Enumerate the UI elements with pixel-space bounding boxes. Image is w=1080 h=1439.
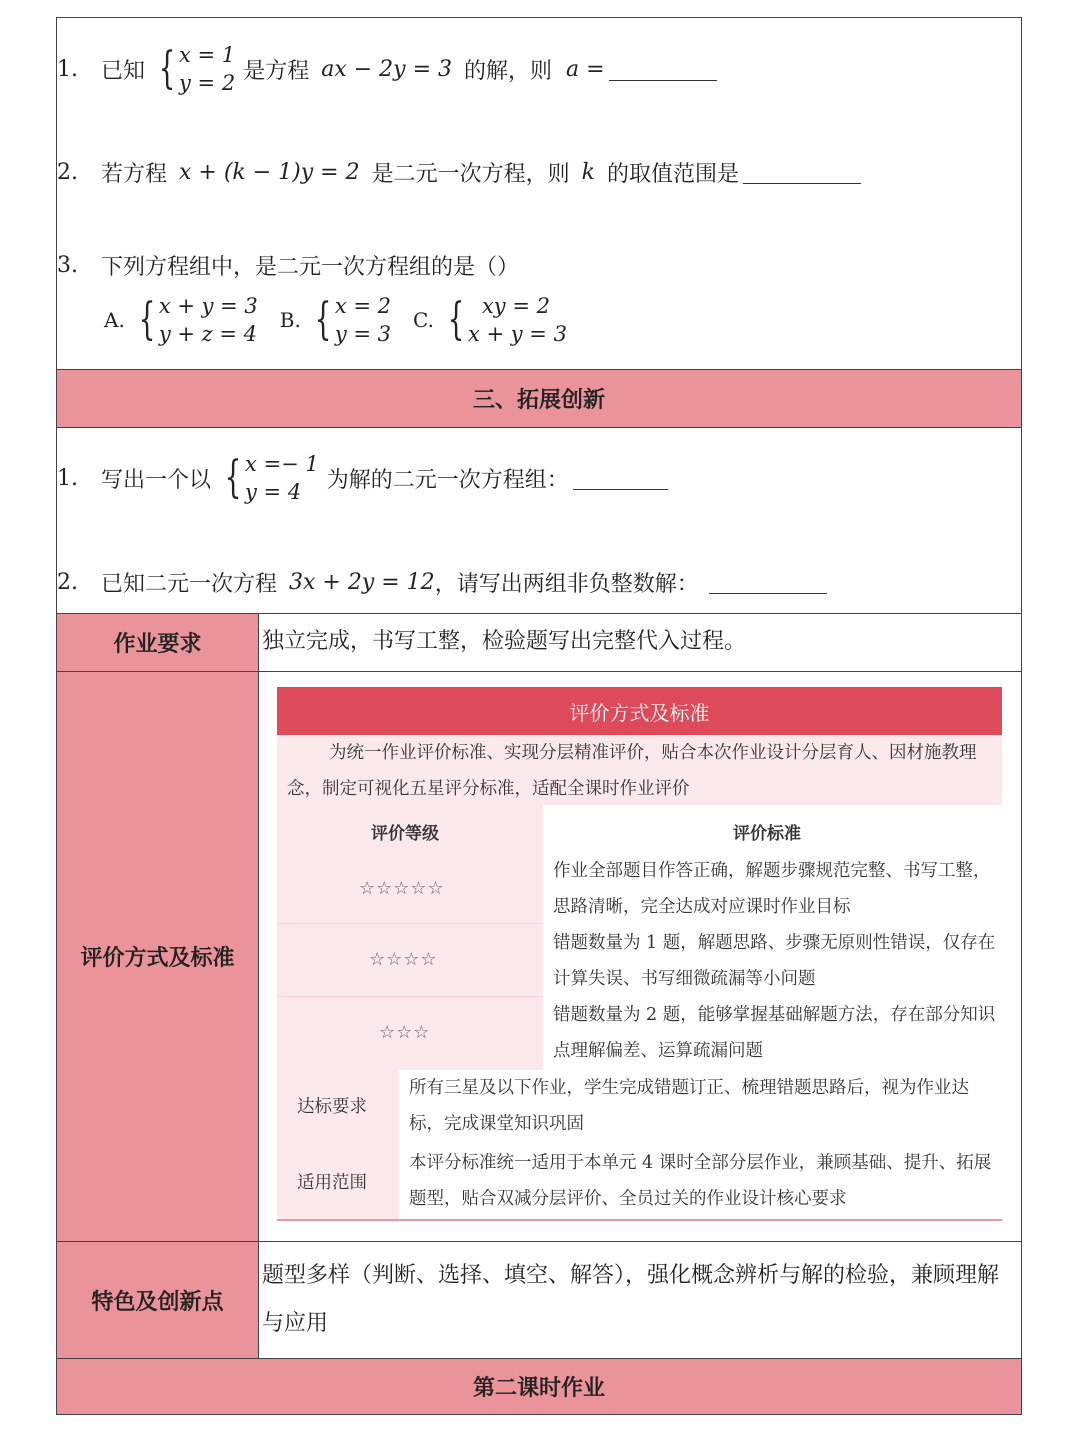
five-star-rating: ☆☆☆☆☆ [359,878,445,899]
standard-requirement-label: 达标要求 [297,1097,367,1117]
option-label: A. [104,308,125,332]
three-star-rating: ☆☆☆ [379,1022,431,1043]
system-line: y + z = 4 [158,322,257,346]
card-title: 评价方式及标准 [277,687,1002,735]
question-number: 2. [57,569,78,595]
equation: 3x + 2y = 12 [289,569,435,595]
section-header-extension: 三、拓展创新 [57,370,1021,427]
four-star-rating: ☆☆☆☆ [369,949,438,970]
answer-blank[interactable] [709,571,827,594]
evaluation-card [277,687,1002,1220]
system-line: x = 2 [334,294,391,318]
card-intro: 为统一作业评价标准、实现分层精准评价，贴合本次作业设计分层育人、因材施教理念，制定可视化五星评分标准，适配全课时作业评价 [277,735,1002,805]
option-b-system[interactable]: { x = 2 y = 3 [314,294,392,346]
scope-text: 本评分标准统一适用于本单元 4 课时全部分层作业，兼顾基础、提升、拓展题型，贴合双减分层评价、全员过关的作业设计核心要求 [409,1153,992,1209]
option-c-system[interactable]: { xy = 2 x + y = 3 [447,294,567,346]
answer-blank[interactable] [573,467,668,490]
option-label: C. [413,308,434,332]
question-number: 3. [57,252,78,278]
options-row [104,290,575,350]
question-number: 1. [57,56,78,82]
question-text: 写出一个以 [101,467,212,493]
scope-label: 适用范围 [297,1173,367,1193]
evaluation-label: 评价方式及标准 [57,672,258,1241]
system-line: xy = 2 [481,294,550,318]
question-number: 2. [57,159,78,185]
features-text: 题型多样（判断、选择、填空、解答），强化概念辨析与解的检验，兼顾理解与应用 [262,1263,1000,1336]
system-line: x =− 1 [245,452,319,476]
criteria-three-star: 错题数量为 2 题，能够掌握基础解题方法，存在部分知识点理解偏差、运算疏漏问题 [553,1005,996,1061]
question-text: 下列方程组中，是二元一次方程组的是（） [101,254,520,280]
system-line: x + y = 3 [158,294,258,318]
question-text: 是方程 [243,58,310,84]
equation: x + (k − 1)y = 2 [179,159,360,185]
question-text: ，请写出两组非负整数解： [434,571,699,597]
requirement-label: 作业要求 [57,614,258,671]
system-line: x + y = 3 [467,322,567,346]
question-text: 已知 [101,58,146,84]
system-line: y = 3 [334,322,392,346]
criteria-four-star: 错题数量为 1 题，解题思路、步骤无原则性错误，仅存在计算失误、书写细微疏漏等小问题 [553,933,996,989]
system-line: x = 1 [179,43,236,67]
system-line: y = 2 [179,71,236,95]
standard-header: 评价标准 [733,824,801,844]
equation-system: { x =− 1 y = 4 [224,452,319,504]
equation: ax − 2y = 3 [321,56,452,82]
question-number: 1. [57,465,78,491]
question-text: 的取值范围是 [606,161,739,187]
question-text: 若方程 [101,161,168,187]
level-header: 评价等级 [371,824,439,844]
criteria-five-star: 作业全部题目作答正确，解题步骤规范完整、书写工整，思路清晰，完全达成对应课时作业目标 [553,861,991,917]
question-text: 的解，则 [464,58,553,84]
question-text: 为解的二元一次方程组： [326,467,569,493]
features-label: 特色及创新点 [57,1242,258,1358]
option-a-system[interactable]: { x + y = 3 y + z = 4 [138,294,258,346]
question-3 [57,247,519,283]
variable: k [581,159,595,185]
section-header-lesson-two: 第二课时作业 [57,1359,1021,1414]
extension-question-1 [57,450,668,506]
question-text: 已知二元一次方程 [101,571,278,597]
equation-system: { x = 1 y = 2 [158,43,236,95]
option-label: B. [279,308,301,332]
answer-blank[interactable] [743,161,861,184]
question-2 [57,152,861,192]
variable: a = [566,56,605,82]
question-1 [57,40,717,98]
requirement-text: 独立完成，书写工整，检验题写出完整代入过程。 [262,629,747,654]
answer-blank[interactable] [609,58,717,81]
system-line: y = 4 [245,480,302,504]
extension-question-2 [57,562,827,602]
question-text: 是二元一次方程，则 [371,161,570,187]
standard-requirement-text: 所有三星及以下作业，学生完成错题订正、梳理错题思路后，视为作业达标，完成课堂知识巩固 [409,1078,969,1134]
